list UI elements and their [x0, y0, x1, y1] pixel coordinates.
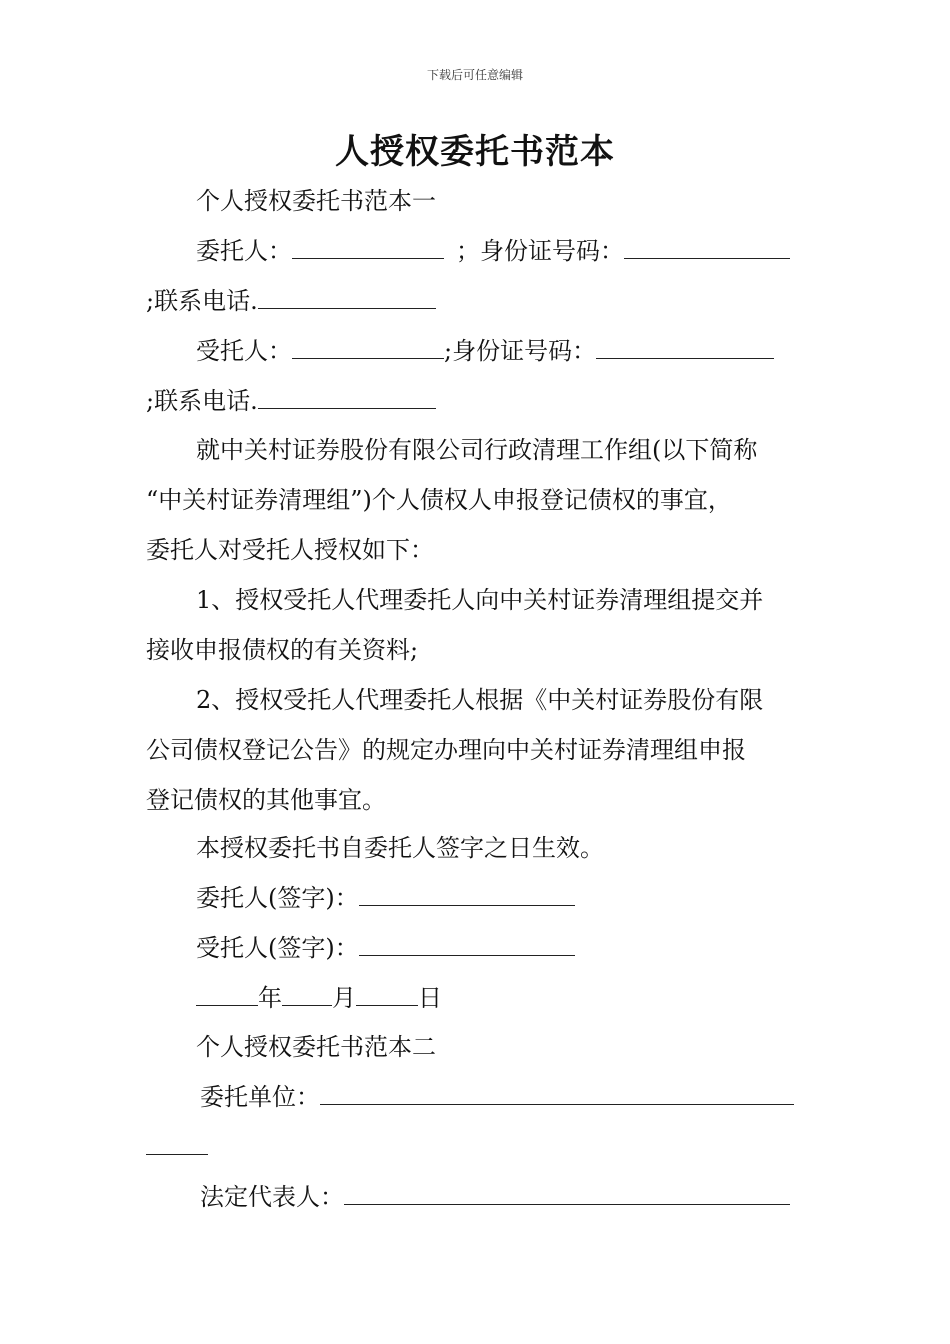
- agent-phone-blank[interactable]: [258, 384, 436, 409]
- agent-phone-line: [146, 384, 436, 418]
- day-label: 日: [418, 984, 442, 1012]
- unit-line: [200, 1080, 794, 1114]
- principal-sign-line: [196, 881, 575, 915]
- item1-line1: 1、授权受托人代理委托人向中关村证券清理组提交并: [196, 586, 764, 614]
- date-line: [196, 981, 442, 1015]
- sample1-heading: 个人授权委托书范本一: [196, 187, 436, 215]
- item2-line3: 登记债权的其他事宜。: [146, 786, 386, 814]
- principal-name-blank[interactable]: [292, 234, 444, 259]
- day-blank[interactable]: [356, 981, 418, 1006]
- principal-phone-line: [146, 284, 436, 318]
- rep-line: [200, 1180, 790, 1214]
- principal-line: [196, 234, 790, 268]
- item1-line2: 接收申报债权的有关资料;: [146, 636, 419, 664]
- unit-continuation-line: [146, 1130, 208, 1164]
- agent-id-blank[interactable]: [596, 334, 774, 359]
- year-label: 年: [258, 984, 282, 1012]
- agent-sign-line: [196, 931, 575, 965]
- unit-label: 委托单位：: [200, 1083, 320, 1111]
- sample2-heading: 个人授权委托书范本二: [196, 1033, 436, 1061]
- agent-phone-label: ;联系电话.: [146, 387, 258, 415]
- agent-line: [196, 334, 774, 368]
- agent-name-blank[interactable]: [292, 334, 444, 359]
- agent-label: 受托人：: [196, 337, 292, 365]
- principal-phone-label: ;联系电话.: [146, 287, 258, 315]
- unit-blank[interactable]: [320, 1080, 794, 1105]
- effective-statement: 本授权委托书自委托人签字之日生效。: [196, 834, 604, 862]
- month-label: 月: [332, 984, 356, 1012]
- principal-label: 委托人：: [196, 237, 292, 265]
- agent-sign-label: 受托人(签字)：: [196, 934, 359, 962]
- item2-line2: 公司债权登记公告》的规定办理向中关村证券清理组申报: [146, 736, 746, 764]
- para1-line1: 就中关村证券股份有限公司行政清理工作组(以下简称: [196, 436, 758, 464]
- principal-phone-blank[interactable]: [258, 284, 436, 309]
- agent-sign-blank[interactable]: [359, 931, 575, 956]
- rep-blank[interactable]: [344, 1180, 790, 1205]
- rep-label: 法定代表人：: [200, 1183, 344, 1211]
- principal-id-blank[interactable]: [624, 234, 790, 259]
- document-title: 人授权委托书范本: [335, 132, 615, 172]
- item2-line1: 2、授权受托人代理委托人根据《中关村证券股份有限: [196, 686, 764, 714]
- unit-blank-continued[interactable]: [146, 1130, 208, 1155]
- principal-sign-label: 委托人(签字)：: [196, 884, 359, 912]
- year-blank[interactable]: [196, 981, 258, 1006]
- month-blank[interactable]: [282, 981, 332, 1006]
- para1-line3: 委托人对受托人授权如下：: [146, 536, 434, 564]
- page-header: 下载后可任意编辑: [426, 68, 523, 82]
- principal-id-label: ；身份证号码：: [456, 237, 624, 265]
- principal-sign-blank[interactable]: [359, 881, 575, 906]
- agent-id-label: ;身份证号码：: [444, 337, 597, 365]
- para1-line2: “中关村证券清理组”)个人债权人申报登记债权的事宜，: [146, 486, 732, 514]
